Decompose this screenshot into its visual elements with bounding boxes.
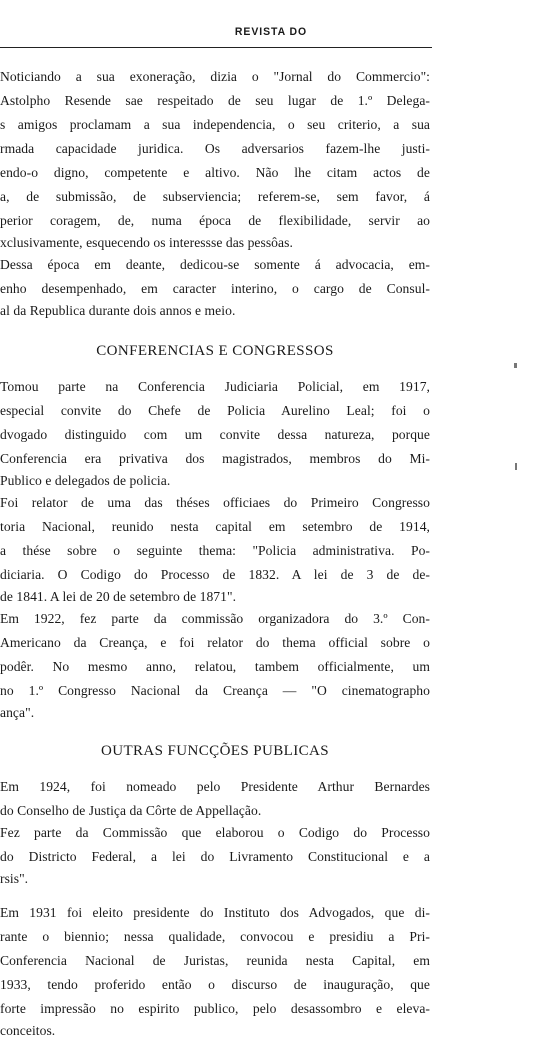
- text-line: endo-o digno, competente e altivo. Não lhe citam actos de: [0, 165, 430, 180]
- text-line: Foi relator de uma das théses officiaes do Primeiro Congresso: [0, 495, 430, 510]
- scan-speck: [515, 463, 517, 470]
- text-line: a thése sobre o seguinte thema: "Policia administrativa. Po-: [0, 543, 430, 558]
- text-line: al da Republica durante dois annos e meio.: [0, 303, 236, 318]
- text-line: Dessa época em deante, dedicou-se somente á advocacia, em-: [0, 257, 430, 272]
- text-line: do Conselho de Justiça da Côrte de Appellação.: [0, 803, 262, 818]
- text-line: Tomou parte na Conferencia Judiciaria Policial, em 1917,: [0, 379, 430, 394]
- text-line: no 1.º Congresso Nacional da Creança — "O cinematographo: [0, 683, 430, 698]
- text-line: conceitos.: [0, 1023, 56, 1038]
- scan-speck: [514, 363, 517, 368]
- text-line: Astolpho Resende sae respeitado de seu lugar de 1.º Delega-: [0, 93, 430, 108]
- text-line: perior coragem, de, numa época de flexibilidade, servir ao: [0, 213, 430, 228]
- text-line: do Districto Federal, a lei do Livramento Constitucional e a: [0, 849, 430, 864]
- text-line: dvogado distinguido com um convite dessa natureza, porque: [0, 427, 430, 442]
- text-line: 1933, tendo proferido então o discurso de inauguração, que: [0, 977, 430, 992]
- text-line: Publico e delegados de policia.: [0, 473, 171, 488]
- text-line: diciaria. O Codigo do Processo de 1832. A lei de 3 de de-: [0, 567, 430, 582]
- text-line: rsis".: [0, 871, 29, 886]
- section-heading: CONFERENCIAS E CONGRESSOS: [96, 343, 334, 359]
- section-heading: OUTRAS FUNCÇÕES PUBLICAS: [101, 743, 329, 759]
- header-rule: [0, 47, 432, 48]
- text-line: ança".: [0, 705, 35, 720]
- text-line: Fez parte da Commissão que elaborou o Codigo do Processo: [0, 825, 430, 840]
- text-line: toria Nacional, reunido nesta capital em setembro de 1914,: [0, 519, 430, 534]
- text-line: rante o biennio; nessa qualidade, convocou e presidiu a Pri-: [0, 929, 430, 944]
- text-line: de 1841. A lei de 20 de setembro de 1871".: [0, 589, 237, 604]
- text-line: especial convite do Chefe de Policia Aurelino Leal; foi o: [0, 403, 430, 418]
- text-line: rmada capacidade juridica. Os adversarios fazem-lhe justi-: [0, 141, 430, 156]
- text-line: xclusivamente, esquecendo os interessse das pessôas.: [0, 235, 293, 250]
- text-line: podêr. No mesmo anno, relatou, tambem officialmente, um: [0, 659, 430, 674]
- text-line: Noticiando a sua exoneração, dizia o "Jornal do Commercio":: [0, 69, 430, 84]
- running-header: [0, 22, 542, 40]
- text-line: forte impressão no espirito publico, pelo desassombro e eleva-: [0, 1001, 430, 1016]
- text-line: Em 1931 foi eleito presidente do Instituto dos Advogados, que di-: [0, 905, 430, 920]
- text-line: enho desempenhado, em caracter interino, o cargo de Consul-: [0, 281, 430, 296]
- text-line: Em 1922, fez parte da commissão organizadora do 3.º Con-: [0, 611, 430, 626]
- text-line: Em 1924, foi nomeado pelo Presidente Arthur Bernardes: [0, 779, 430, 794]
- text-line: Americano da Creança, e foi relator do thema official sobre o: [0, 635, 430, 650]
- text-line: s amigos proclamam a sua independencia, o seu criterio, a sua: [0, 117, 430, 132]
- running-header-title: REVISTA DO: [234, 26, 308, 38]
- text-line: a, de submissão, de subserviencia; referem-se, sem favor, á: [0, 189, 430, 204]
- text-line: Conferencia era privativa dos magistrados, membros do Mi-: [0, 451, 430, 466]
- text-line: Conferencia Nacional de Juristas, reunida nesta Capital, em: [0, 953, 430, 968]
